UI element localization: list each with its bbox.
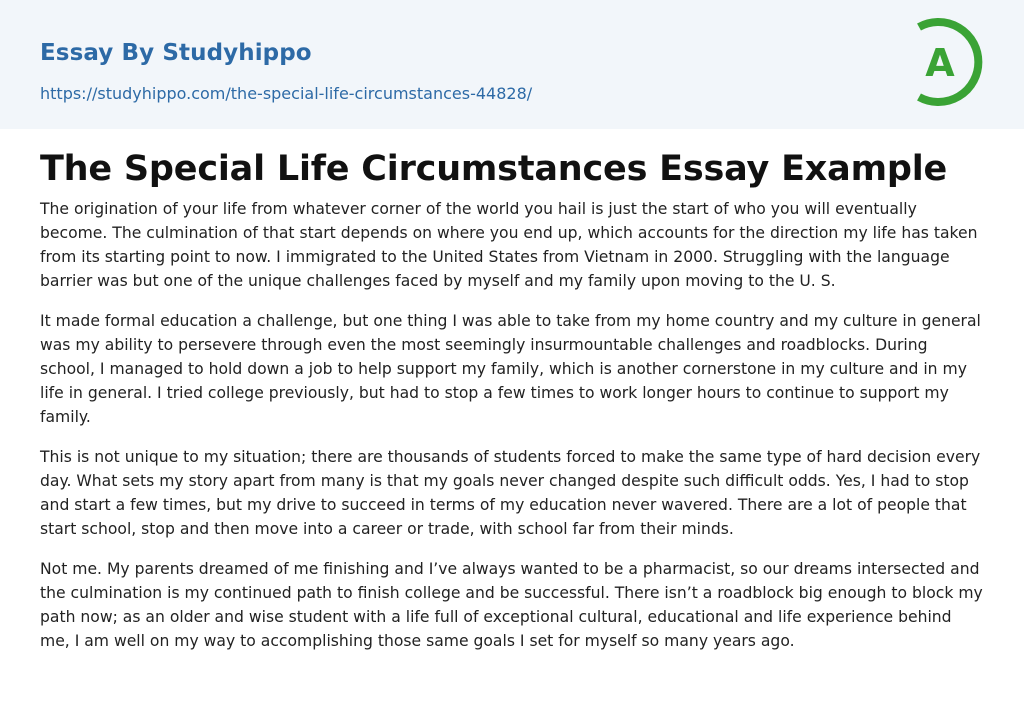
site-header [0, 0, 1024, 129]
logo-letter: A [925, 41, 955, 85]
essay-paragraph-4: Not me. My parents dreamed of me finishing and I’ve always wanted to be a pharmacist, so our dreams intersected and the culmination is my continued path to finish college and be successful. There isn’t a roadblock big enough to block my path now; as an older and wise student with a life full of exceptional cultural, educational and life experience behind me, I am well on my way to accomplishing those same goals I set for myself so many years ago. [40, 560, 983, 650]
article [0, 147, 1024, 653]
essay-paragraph-2: It made formal education a challenge, but one thing I was able to take from my home country and my culture in general was my ability to persevere through even the most seemingly insurmountable challenges and roadblocks. During school, I managed to hold down a job to help support my family, which is another cornerstone in my culture and in my life in general. I tried college previously, but had to stop a few times to work longer hours to continue to support my family. [40, 312, 981, 426]
page-url-link[interactable]: https://studyhippo.com/the-special-life-circumstances-44828/ [40, 84, 533, 103]
essay-title: The Special Life Circumstances Essay Example [40, 149, 948, 189]
essay-paragraph-1: The origination of your life from whatever corner of the world you hail is just the start of who you will eventually become. The culmination of that start depends on where you end up, which accounts for the direction my life has taken from its starting point to now. I immigrated to the United States from Vietnam in 2000. Struggling with the language barrier was but one of the unique challenges faced by myself and my family upon moving to the U. S. [40, 200, 978, 290]
studyhippo-logo-icon[interactable] [909, 17, 989, 107]
essay-paragraph-3: This is not unique to my situation; there are thousands of students forced to make the same type of hard decision every day. What sets my story apart from many is that my goals never changed despite such difficult odds. Yes, I had to stop and start a few times, but my drive to succeed in terms of my education never wavered. There are a lot of people that start school, stop and then move into a career or trade, with school far from their minds. [40, 448, 981, 538]
brand-title[interactable]: Essay By Studyhippo [40, 40, 312, 66]
